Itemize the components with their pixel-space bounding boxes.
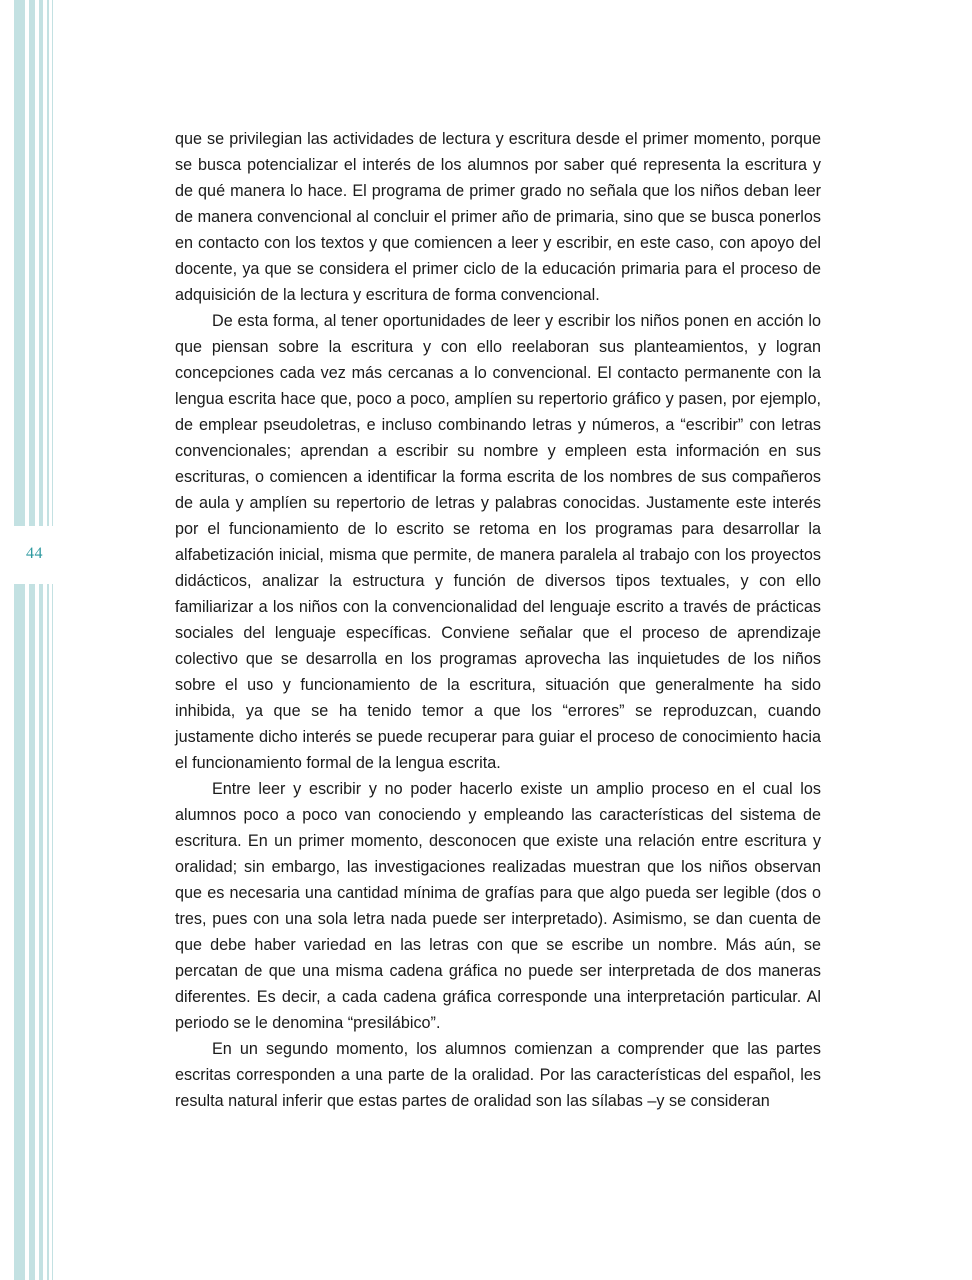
paragraph: En un segundo momento, los alumnos comienzan a comprender que las partes escritas corresponden a una parte de la oralidad. Por las características del español, les resulta natural inferir que estas partes de oralidad son las sílabas –y se consideran — [175, 1040, 821, 1110]
paragraph: Entre leer y escribir y no poder hacerlo existe un amplio proceso en el cual los alumnos poco a poco van conociendo y empleando las características del sistema de escritura. En un primer momento, desconocen que existe una relación entre escritura y oralidad; sin embargo, las investigaciones realizadas muestran que los niños observan que es necesaria una cantidad mínima de grafías para que algo pueda ser legible (dos o tres, pues con una sola letra nada puede ser interpretado). Asimismo, se dan cuenta de que debe haber variedad en las letras con que se escribe un nombre. Más aún, se percatan de que una misma cadena gráfica no puede ser interpretada de dos maneras diferentes. Es decir, a cada cadena gráfica corresponde una interpretación particular. Al periodo se le denomina “presilábico”. — [175, 780, 821, 1032]
margin-stripe — [29, 584, 35, 1280]
margin-stripe — [52, 0, 53, 526]
paragraph: De esta forma, al tener oportunidades de leer y escribir los niños ponen en acción lo que piensan sobre la escritura y con ello reelaboran sus planteamientos, y logran concepciones cada vez más cercanas a lo convencional. El contacto permanente con la lengua escrita hace que, poco a poco, amplíen su repertorio gráfico y pasen, por ejemplo, de emplear pseudoletras, e incluso combinando letras y números, a “escribir” con letras convencionales; aprendan a escribir su nombre y empleen esta información en sus escrituras, o comiencen a identificar la forma escrita de los nombres de sus compañeros de aula y amplíen su repertorio de letras y palabras conocidas. Justamente este interés por el funcionamiento de lo escrito se retoma en los programas para desarrollar la alfabetización inicial, misma que permite, de manera paralela al trabajo con los proyectos didácticos, analizar la estructura y función de diversos tipos textuales, y con ello familiarizar a los niños con la convencionalidad del lenguaje escrito a través de prácticas sociales del lenguaje específicas. Conviene señalar que el proceso de aprendizaje colectivo que se desarrolla en los programas aprovecha las inquietudes de los niños sobre el uso y funcionamiento de la escritura, situación que generalmente ha sido inhibida, ya que se ha tenido temor a que los “errores” se reproduzcan, cuando justamente dicho interés se puede recuperar para guiar el proceso de conocimiento hacia el funcionamiento formal de la lengua escrita. — [175, 312, 821, 772]
margin-stripe — [39, 584, 43, 1280]
margin-stripe — [29, 0, 35, 526]
body-text — [175, 126, 821, 1114]
page-number: 44 — [26, 545, 43, 562]
margin-stripe — [47, 0, 49, 526]
margin-stripe — [47, 584, 49, 1280]
margin-stripe — [39, 0, 43, 526]
paragraph: que se privilegian las actividades de lectura y escritura desde el primer momento, porque se busca potencializar el interés de los alumnos por saber qué representa la escritura y de qué manera lo hace. El programa de primer grado no señala que los niños deban leer de manera convencional al concluir el primer año de primaria, sino que se busca ponerlos en contacto con los textos y que comiencen a leer y escribir, en este caso, con apoyo del docente, ya que se considera el primer ciclo de la educación primaria para el proceso de adquisición de la lectura y escritura de forma convencional. — [175, 130, 821, 304]
margin-stripe — [14, 584, 25, 1280]
margin-stripe — [14, 0, 25, 526]
margin-stripe — [52, 584, 53, 1280]
